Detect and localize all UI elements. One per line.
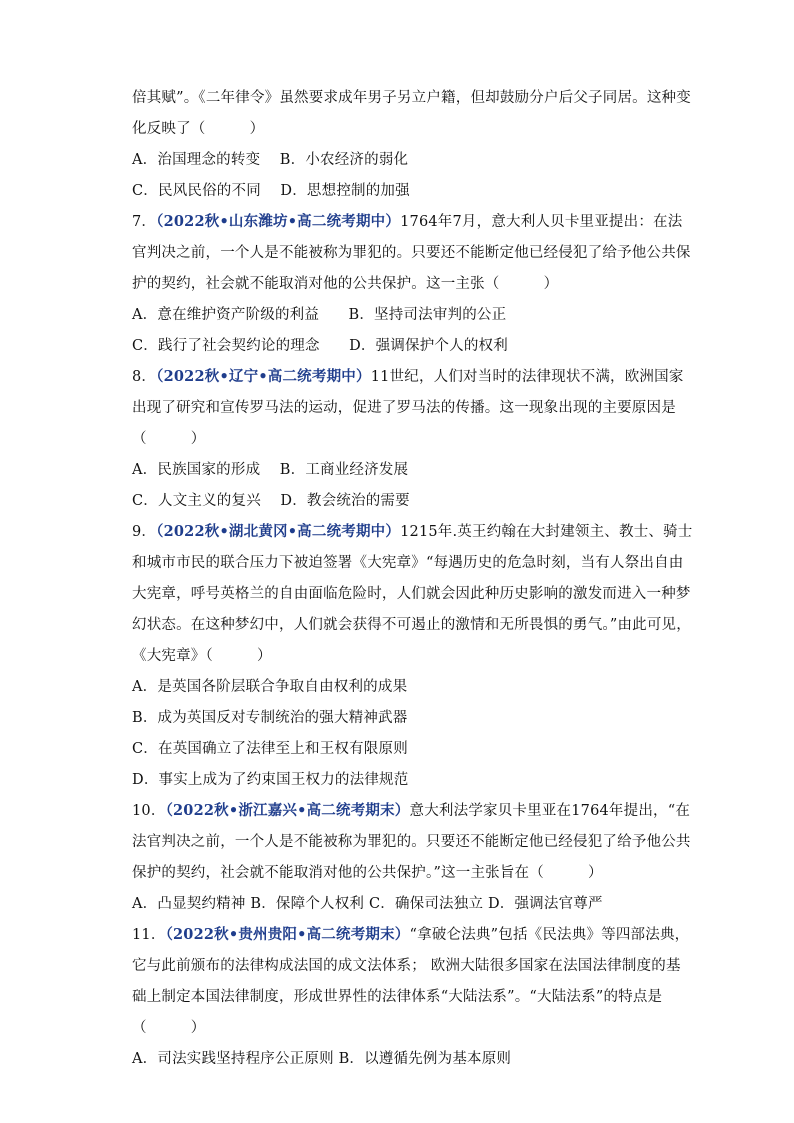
q7-header — [132, 212, 682, 232]
q10-text-line3: 保护的契约，社会就不能取消对他的公共保护。”这一主张旨在（ ） — [132, 865, 603, 881]
q10-number: 10． — [132, 803, 166, 819]
q9-number: 9． — [132, 524, 157, 540]
q11-options-ab: A．司法实践坚持程序公正原则 B．以遵循先例为基本原则 — [132, 1051, 512, 1067]
q8-options-cd: C．人文主义的复兴 D．教会统治的需要 — [132, 493, 410, 509]
q7-text-line1: 1764年7月，意大利人贝卡里亚提出：在法 — [400, 214, 683, 230]
q9-option-b: B．成为英国反对专制统治的强大精神武器 — [132, 710, 408, 726]
q6-text-line1: 倍其赋”。《二年律令》虽然要求成年男子另立户籍，但却鼓励分户后父子同居。这种变 — [132, 90, 691, 106]
q11-text-line4: （ ） — [132, 1020, 206, 1036]
q9-option-a: A．是英国各阶层联合争取自由权利的成果 — [132, 679, 408, 695]
q8-text-line3: （ ） — [132, 431, 206, 447]
q11-number: 11． — [132, 927, 166, 943]
q8-number: 8． — [132, 369, 157, 385]
q7-text-line3: 护的契约，社会就不能取消对他的公共保护。这一主张（ ） — [132, 276, 559, 292]
q7-options-ab: A．意在维护资产阶级的利益 B．坚持司法审判的公正 — [132, 307, 507, 323]
q6-text-line2: 化反映了（ ） — [132, 121, 265, 137]
q10-text-line2: 法官判决之前，一个人是不能被称为罪犯的。只要还不能断定他已经侵犯了给予他公共 — [132, 834, 691, 850]
q7-number: 7． — [132, 214, 157, 230]
q9-option-c: C．在英国确立了法律至上和王权有限原则 — [132, 741, 408, 757]
q7-options-cd: C．践行了社会契约论的理念 D．强调保护个人的权利 — [132, 338, 508, 354]
q10-source: （2022秋•浙江嘉兴•高二统考期末） — [165, 802, 410, 819]
q8-options-ab: A．民族国家的形成 B．工商业经济发展 — [132, 462, 409, 478]
q9-text-line3: 大宪章，呼号英格兰的自由面临危险时，人们就会因此种历史影响的激发而进入一种梦 — [132, 586, 691, 602]
q9-source: （2022秋•湖北黄冈•高二统考期中） — [156, 523, 401, 540]
q11-source: （2022秋•贵州贵阳•高二统考期末） — [165, 926, 410, 943]
q7-text-line2: 官判决之前，一个人是不能被称为罪犯的。只要还不能断定他已经侵犯了给予他公共保 — [132, 245, 691, 261]
q10-text-line1: 意大利法学家贝卡里亚在1764年提出，“在 — [409, 803, 691, 819]
q10-options: A．凸显契约精神 B．保障个人权利 C．确保司法独立 D．强调法官尊严 — [132, 896, 603, 912]
q9-header — [132, 522, 693, 542]
q11-text-line1: “拿破仑法典”包括《民法典》等四部法典， — [409, 927, 690, 943]
q9-text-line1: 1215年.英王约翰在大封建领主、教士、骑士 — [400, 524, 693, 540]
q9-option-d: D．事实上成为了约束国王权力的法律规范 — [132, 772, 409, 788]
q6-options-cd: C．民风民俗的不同 D．思想控制的加强 — [132, 183, 410, 199]
q11-header — [132, 925, 689, 945]
q8-header — [132, 367, 684, 387]
q6-options-ab: A．治国理念的转变 B．小农经济的弱化 — [132, 152, 409, 168]
q11-text-line3: 础上制定本国法律制度，形成世界性的法律体系“大陆法系”。“大陆法系”的特点是 — [132, 989, 663, 1005]
q8-text-line1: 11世纪，人们对当时的法律现状不满，欧洲国家 — [370, 369, 684, 385]
q8-text-line2: 出现了研究和宣传罗马法的运动，促进了罗马法的传播。这一现象出现的主要原因是 — [132, 400, 676, 416]
q10-header — [132, 801, 690, 821]
q9-text-line2: 和城市市民的联合压力下被迫签署《大宪章》“每遇历史的危急时刻，当有人祭出自由 — [132, 555, 684, 571]
q9-text-line4: 幻状态。在这种梦幻中，人们就会获得不可遏止的激情和无所畏惧的勇气。”由此可见， — [132, 617, 691, 633]
q9-text-line5: 《大宪章》（ ） — [132, 648, 272, 664]
q8-source: （2022秋•辽宁•高二统考期中） — [156, 368, 371, 385]
q7-source: （2022秋•山东潍坊•高二统考期中） — [156, 213, 401, 230]
q11-text-line2: 它与此前颁布的法律构成法国的成文法体系； 欧洲大陆很多国家在法国法律制度的基 — [132, 958, 681, 974]
